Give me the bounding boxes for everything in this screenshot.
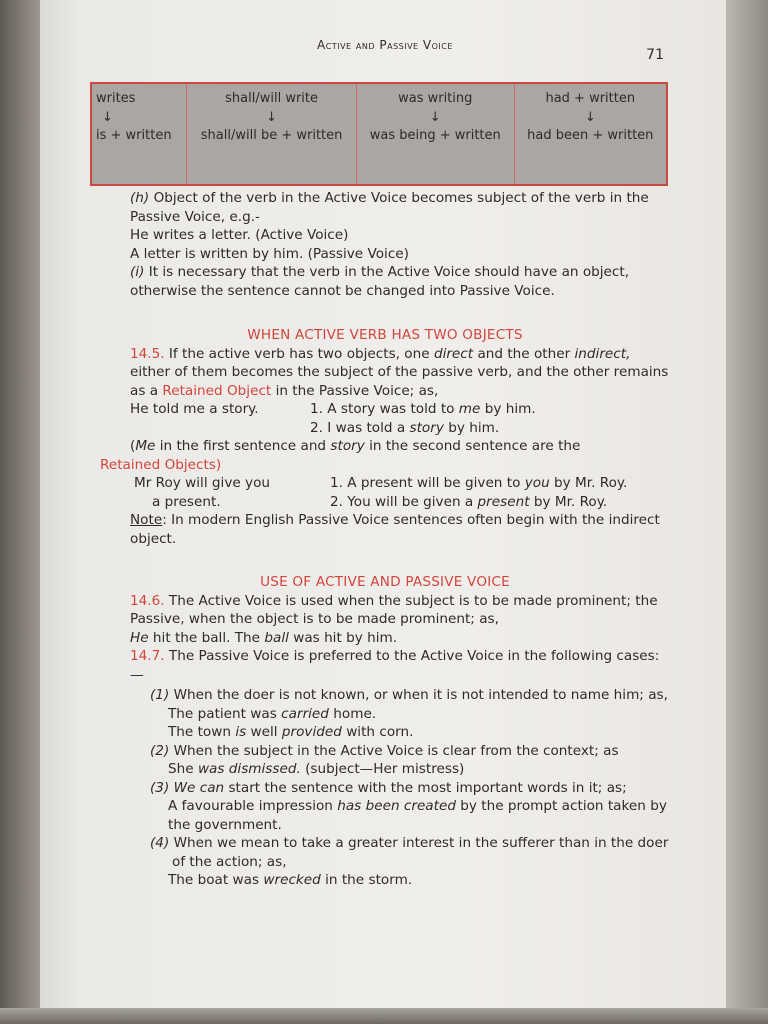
- example-line: She was dismissed. (subject—Her mistress): [168, 761, 465, 777]
- table-cell: had + written ↓ had been + written: [514, 83, 667, 185]
- section-two-objects: [100, 326, 670, 548]
- table-cell: writes ↓ is + written: [96, 91, 172, 144]
- page-stack-edge: [726, 0, 768, 1024]
- example-pair: 2. I was told a story by him.: [310, 419, 500, 436]
- case-1: (1) When the doer is not known, or when it is not intended to name him; as,: [150, 687, 668, 703]
- paragraph: (Me in the first sentence and story in the second sentence are the: [130, 438, 581, 454]
- table-cell: was writing ↓ was being + written: [356, 83, 514, 185]
- table-cell: shall/will write ↓ shall/will be + written: [187, 83, 357, 185]
- example-line: A favourable impression has been created by the prompt action taken by the government.: [168, 798, 667, 833]
- example-pair: He told me a story. 1. A story was told to me by him.: [130, 401, 536, 417]
- case-4: (4) When we mean to take a greater interest in the sufferer than in the doer of the action; as,: [150, 835, 669, 870]
- book-page: [40, 0, 730, 1010]
- example-line: A letter is written by him. (Passive Voice): [130, 245, 409, 262]
- rule-i: (i) It is necessary that the verb in the Active Voice should have an object, otherwise the sentence cannot be changed into Passive Voice.: [130, 264, 630, 299]
- retained-objects-label: Retained Objects): [100, 456, 222, 473]
- example-line: He writes a letter. (Active Voice): [130, 227, 349, 243]
- example-line: The town is well provided with corn.: [168, 724, 414, 740]
- book-spine-shadow: [0, 0, 40, 1024]
- example-line: He hit the ball. The ball was hit by him.: [130, 629, 398, 646]
- example-line: The patient was carried home.: [168, 705, 377, 722]
- paragraph: 14.5. If the active verb has two objects, one direct and the other indirect, either of them becomes the subject of the passive verb, and the other remains as a Retained Object in the Passive Voice; as,: [130, 345, 669, 399]
- paragraph: 14.7. The Passive Voice is preferred to the Active Voice in the following cases:—: [130, 648, 660, 683]
- voice-conversion-table: [90, 82, 668, 186]
- note: Note: In modern English Passive Voice sentences often begin with the indirect object.: [130, 512, 660, 547]
- paragraph: 14.6. The Active Voice is used when the subject is to be made prominent; the Passive, when the object is to be made prominent; as,: [130, 592, 658, 627]
- case-2: (2) When the subject in the Active Voice is clear from the context; as: [150, 742, 619, 759]
- example-pair: Mr Roy will give you 1. A present will be given to you by Mr. Roy.: [134, 475, 628, 491]
- table-surface: [0, 1008, 768, 1024]
- section-heading: USE OF ACTIVE AND PASSIVE VOICE: [260, 574, 510, 590]
- example-pair: a present. 2. You will be given a present by Mr. Roy.: [152, 493, 608, 510]
- case-3: (3) We can start the sentence with the most important words in it; as;: [150, 779, 627, 796]
- rules-h-i: [100, 189, 670, 300]
- page-number: 71: [646, 47, 664, 63]
- section-use-of-voice: [100, 573, 670, 890]
- example-line: The boat was wrecked in the storm.: [168, 872, 413, 888]
- section-heading: WHEN ACTIVE VERB HAS TWO OBJECTS: [247, 327, 523, 343]
- running-head: Active and Passive Voice: [317, 38, 453, 52]
- rule-h: (h) Object of the verb in the Active Voice becomes subject of the verb in the Passive Voice, e.g.-: [130, 190, 649, 225]
